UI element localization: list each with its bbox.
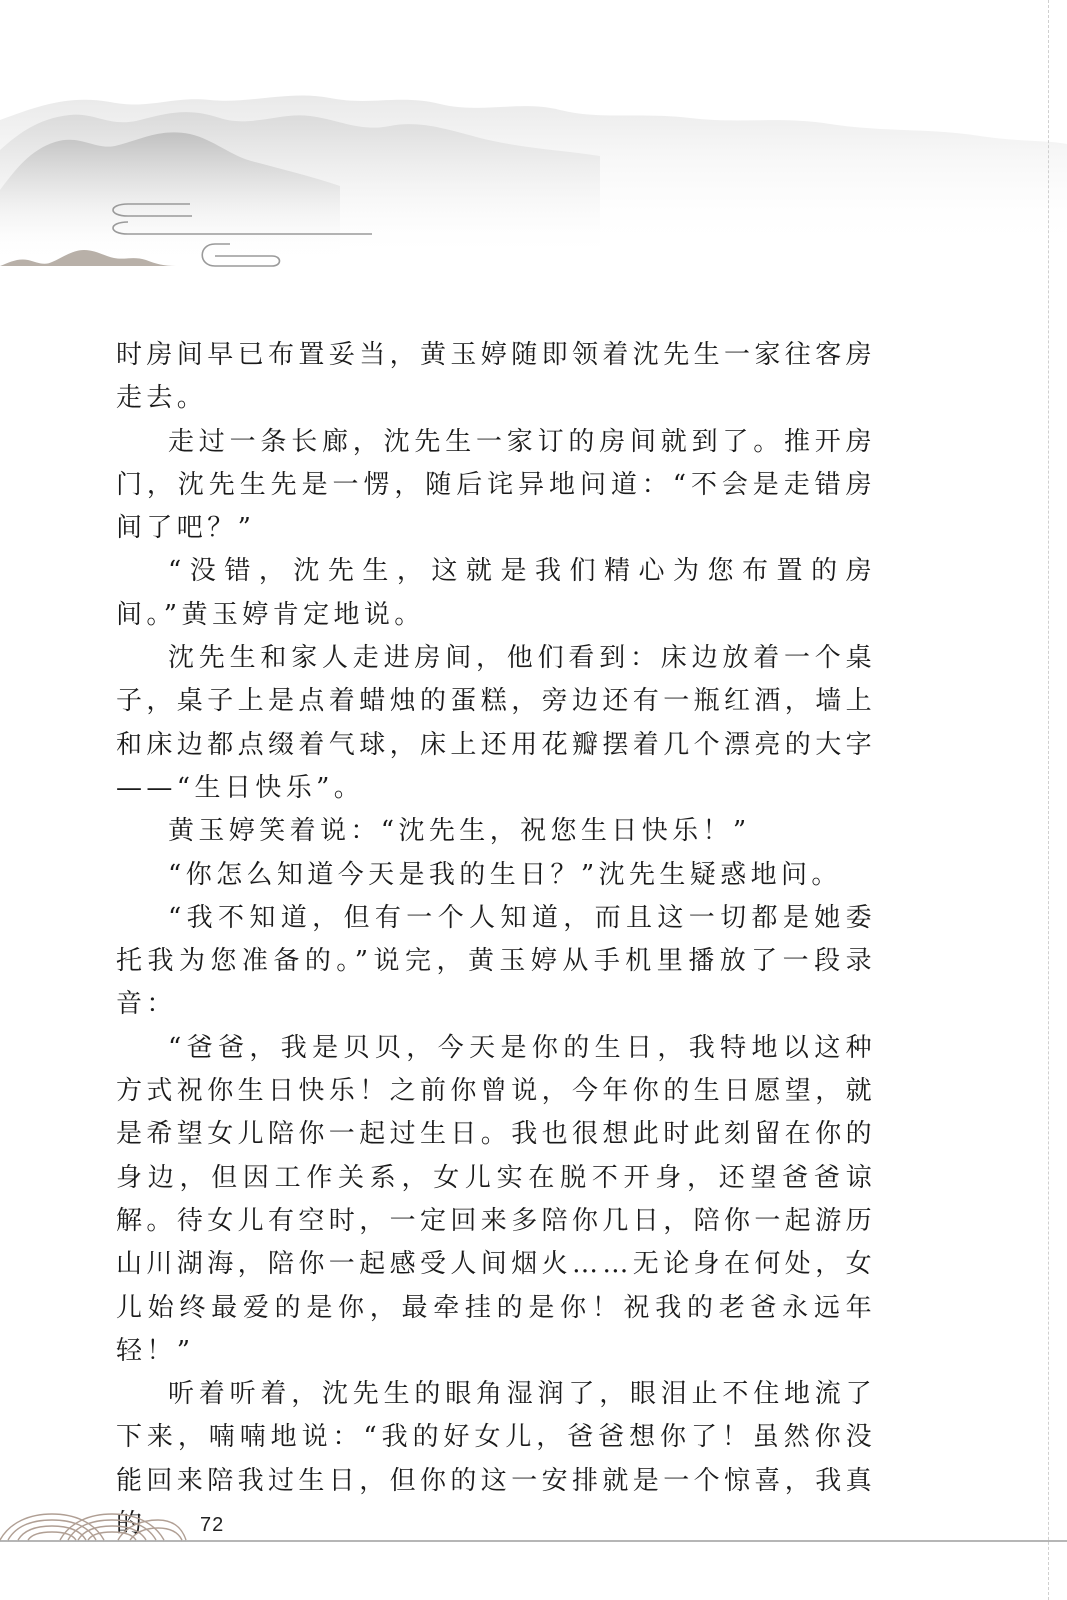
paragraph: “没错，沈先生，这就是我们精心为您布置的房间。”黄玉婷肯定地说。 xyxy=(116,556,876,630)
page-edge-line xyxy=(1048,0,1049,1600)
paragraph: “你怎么知道今天是我的生日？”沈先生疑惑地问。 xyxy=(168,859,842,890)
page-number: 72 xyxy=(200,1514,225,1536)
paragraph: 沈先生和家人走进房间，他们看到：床边放着一个桌子，桌子上是点着蜡烛的蛋糕，旁边还有一瓶红酒，墙上和床边都点缀着气球，床上还用花瓣摆着几个漂亮的大字——“生日快乐”。 xyxy=(116,643,877,803)
paragraph: “我不知道，但有一个人知道，而且这一切都是她委托我为您准备的。”说完，黄玉婷从手机里播放了一段录音： xyxy=(116,902,876,1020)
footer-wave-decoration xyxy=(0,1508,1067,1548)
paragraph: 听着听着，沈先生的眼角湿润了，眼泪止不住地流了下来，喃喃地说：“我的好女儿，爸爸想你了！虽然你没能回来陪我过生日，但你的这一安排就是一个惊喜，我真的 xyxy=(116,1379,877,1540)
body-text xyxy=(116,334,876,1546)
paragraph: 黄玉婷笑着说：“沈先生，祝您生日快乐！” xyxy=(168,816,751,847)
paragraph: 时房间早已布置妥当，黄玉婷随即领着沈先生一家往客房走去。 xyxy=(116,340,877,414)
paragraph: 走过一条长廊，沈先生一家订的房间就到了。推开房门，沈先生先是一愣，随后诧异地问道：“不会是走错房间了吧？” xyxy=(116,426,876,544)
header-mountain-decoration xyxy=(0,0,1067,290)
paragraph: “爸爸，我是贝贝，今天是你的生日，我特地以这种方式祝你生日快乐！之前你曾说，今年你的生日愿望，就是希望女儿陪你一起过生日。我也很想此时此刻留在你的身边，但因工作关系，女儿实在脱不开身，还望爸爸谅解。待女儿有空时，一定回来多陪你几日，陪你一起游历山川湖海，陪你一起感受人间烟火……无论身在何处，女儿始终最爱的是你，最牵挂的是你！祝我的老爸永远年轻！” xyxy=(116,1032,877,1366)
